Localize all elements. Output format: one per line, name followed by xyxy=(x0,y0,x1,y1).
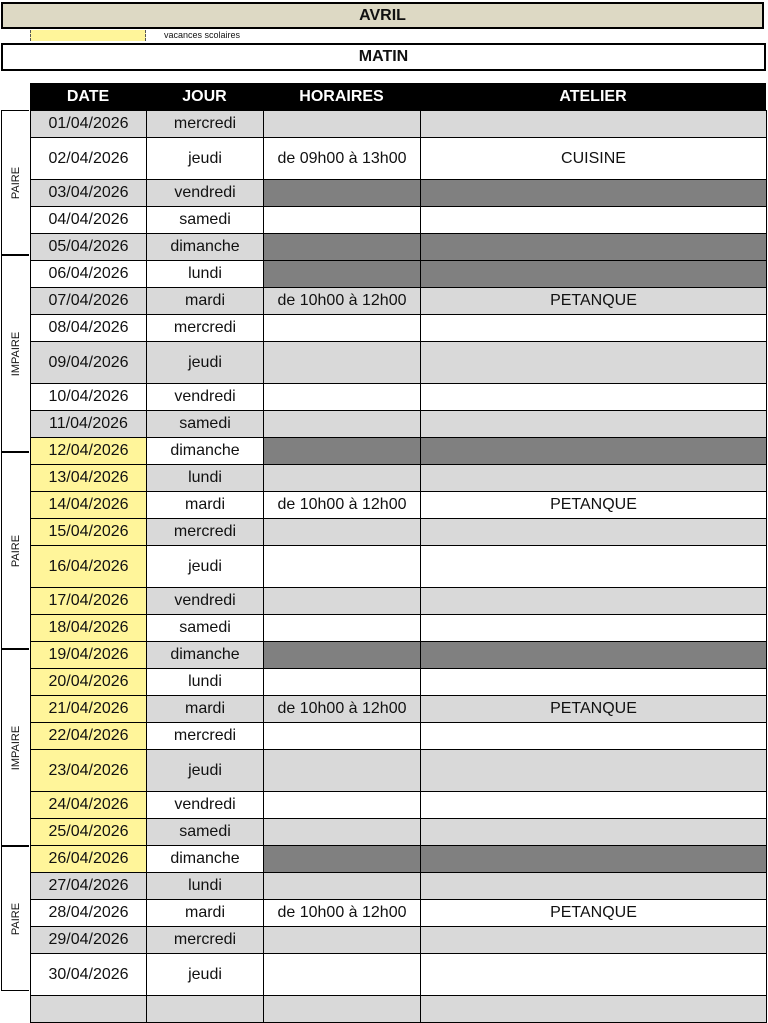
date-cell: 16/04/2026 xyxy=(31,546,147,588)
date-cell: 02/04/2026 xyxy=(31,138,147,180)
column-header-activity: ATELIER xyxy=(559,88,627,105)
day-cell: mardi xyxy=(147,696,264,723)
day-cell: lundi xyxy=(147,465,264,492)
activity-cell xyxy=(421,438,767,465)
date-cell: 09/04/2026 xyxy=(31,342,147,384)
activity-cell xyxy=(421,723,767,750)
schedule-row xyxy=(31,642,767,669)
hours-cell xyxy=(264,792,421,819)
date-cell: 13/04/2026 xyxy=(31,465,147,492)
hours-cell xyxy=(264,588,421,615)
day-cell: mercredi xyxy=(147,723,264,750)
date-cell: 22/04/2026 xyxy=(31,723,147,750)
day-cell: jeudi xyxy=(147,138,264,180)
activity-cell xyxy=(421,750,767,792)
schedule-row xyxy=(31,873,767,900)
hours-cell xyxy=(264,342,421,384)
date-cell: 28/04/2026 xyxy=(31,900,147,927)
hours-cell: de 10h00 à 12h00 xyxy=(264,900,421,927)
schedule-row xyxy=(31,111,767,138)
schedule-row xyxy=(31,927,767,954)
activity-cell xyxy=(421,669,767,696)
week-parity-label xyxy=(1,649,29,846)
day-cell: dimanche xyxy=(147,642,264,669)
date-cell: 30/04/2026 xyxy=(31,954,147,996)
school-holidays-legend-label: vacances scolaires xyxy=(164,30,241,40)
hours-cell xyxy=(264,411,421,438)
date-cell: 15/04/2026 xyxy=(31,519,147,546)
hours-cell xyxy=(264,261,421,288)
hours-cell xyxy=(264,954,421,996)
week-parity-text: PAIRE xyxy=(9,902,22,935)
day-cell: dimanche xyxy=(147,438,264,465)
week-parity-label xyxy=(1,255,29,452)
week-parity-label xyxy=(1,452,29,649)
activity-cell xyxy=(421,111,767,138)
date-cell: 17/04/2026 xyxy=(31,588,147,615)
hours-cell xyxy=(264,750,421,792)
day-cell: mercredi xyxy=(147,315,264,342)
activity-cell: PETANQUE xyxy=(421,492,767,519)
date-cell: 04/04/2026 xyxy=(31,207,147,234)
week-parity-text: IMPAIRE xyxy=(9,331,22,376)
column-header-row xyxy=(30,83,766,110)
date-cell: 25/04/2026 xyxy=(31,819,147,846)
schedule-row xyxy=(31,138,767,180)
date-cell: 27/04/2026 xyxy=(31,873,147,900)
hours-cell xyxy=(264,384,421,411)
activity-cell: CUISINE xyxy=(421,138,767,180)
activity-cell xyxy=(421,954,767,996)
week-parity-text: PAIRE xyxy=(9,166,22,199)
date-cell: 24/04/2026 xyxy=(31,792,147,819)
activity-cell xyxy=(421,546,767,588)
day-cell: vendredi xyxy=(147,588,264,615)
date-cell: 03/04/2026 xyxy=(31,180,147,207)
date-cell: 29/04/2026 xyxy=(31,927,147,954)
column-header-day: JOUR xyxy=(182,88,227,105)
hours-cell xyxy=(264,546,421,588)
hours-cell xyxy=(264,234,421,261)
activity-cell: PETANQUE xyxy=(421,288,767,315)
activity-cell xyxy=(421,465,767,492)
schedule-row xyxy=(31,546,767,588)
hours-cell xyxy=(264,111,421,138)
activity-cell xyxy=(421,180,767,207)
hours-cell xyxy=(264,723,421,750)
hours-cell xyxy=(264,927,421,954)
schedule-row xyxy=(31,234,767,261)
hours-cell: de 10h00 à 12h00 xyxy=(264,288,421,315)
hours-cell xyxy=(264,180,421,207)
activity-cell xyxy=(421,615,767,642)
week-parity-text: IMPAIRE xyxy=(9,725,22,770)
date-cell: 14/04/2026 xyxy=(31,492,147,519)
school-holidays-legend-swatch xyxy=(30,30,146,41)
activity-cell xyxy=(421,927,767,954)
month-title-text: AVRIL xyxy=(359,6,406,24)
activity-cell xyxy=(421,261,767,288)
day-cell: samedi xyxy=(147,411,264,438)
schedule-row xyxy=(31,846,767,873)
schedule-row xyxy=(31,615,767,642)
schedule-row xyxy=(31,519,767,546)
date-cell: 07/04/2026 xyxy=(31,288,147,315)
schedule-row xyxy=(31,261,767,288)
activity-cell xyxy=(421,846,767,873)
date-cell: 06/04/2026 xyxy=(31,261,147,288)
day-cell: mercredi xyxy=(147,111,264,138)
activity-cell xyxy=(421,519,767,546)
activity-cell xyxy=(421,207,767,234)
activity-cell xyxy=(421,234,767,261)
week-parity-text: PAIRE xyxy=(9,534,22,567)
hours-cell xyxy=(264,669,421,696)
schedule-row xyxy=(31,819,767,846)
column-header-hours: HORAIRES xyxy=(299,88,384,105)
period-title-text: MATIN xyxy=(358,48,409,65)
hours-cell xyxy=(264,873,421,900)
schedule-row xyxy=(31,315,767,342)
day-cell: jeudi xyxy=(147,342,264,384)
date-cell: 21/04/2026 xyxy=(31,696,147,723)
date-cell: 11/04/2026 xyxy=(31,411,147,438)
schedule-row xyxy=(31,465,767,492)
schedule-row xyxy=(31,588,767,615)
day-cell: lundi xyxy=(147,873,264,900)
day-cell: vendredi xyxy=(147,180,264,207)
date-cell: 10/04/2026 xyxy=(31,384,147,411)
day-cell: samedi xyxy=(147,819,264,846)
day-cell: mercredi xyxy=(147,519,264,546)
date-cell: 23/04/2026 xyxy=(31,750,147,792)
activity-cell xyxy=(421,588,767,615)
activity-cell xyxy=(421,819,767,846)
date-cell xyxy=(31,996,147,1023)
schedule-row xyxy=(31,750,767,792)
hours-cell: de 10h00 à 12h00 xyxy=(264,696,421,723)
activity-cell xyxy=(421,315,767,342)
column-header-date: DATE xyxy=(66,88,110,105)
schedule-row xyxy=(31,492,767,519)
hours-cell xyxy=(264,996,421,1023)
schedule-row xyxy=(31,207,767,234)
schedule-row xyxy=(31,342,767,384)
day-cell: jeudi xyxy=(147,546,264,588)
hours-cell xyxy=(264,315,421,342)
schedule-row xyxy=(31,954,767,996)
schedule-row xyxy=(31,288,767,315)
day-cell: mardi xyxy=(147,288,264,315)
schedule-row xyxy=(31,996,767,1023)
hours-cell xyxy=(264,846,421,873)
day-cell: dimanche xyxy=(147,234,264,261)
activity-cell: PETANQUE xyxy=(421,696,767,723)
date-cell: 08/04/2026 xyxy=(31,315,147,342)
hours-cell: de 09h00 à 13h00 xyxy=(264,138,421,180)
day-cell: mercredi xyxy=(147,927,264,954)
schedule-row xyxy=(31,723,767,750)
activity-cell xyxy=(421,384,767,411)
activity-cell xyxy=(421,342,767,384)
day-cell: samedi xyxy=(147,615,264,642)
date-cell: 05/04/2026 xyxy=(31,234,147,261)
period-title xyxy=(1,43,766,71)
day-cell: lundi xyxy=(147,669,264,696)
day-cell: jeudi xyxy=(147,750,264,792)
date-cell: 01/04/2026 xyxy=(31,111,147,138)
day-cell: mardi xyxy=(147,492,264,519)
day-cell: mardi xyxy=(147,900,264,927)
day-cell: lundi xyxy=(147,261,264,288)
date-cell: 26/04/2026 xyxy=(31,846,147,873)
hours-cell xyxy=(264,615,421,642)
hours-cell: de 10h00 à 12h00 xyxy=(264,492,421,519)
schedule-row xyxy=(31,384,767,411)
day-cell: samedi xyxy=(147,207,264,234)
schedule-row xyxy=(31,438,767,465)
schedule-row xyxy=(31,669,767,696)
hours-cell xyxy=(264,642,421,669)
activity-cell xyxy=(421,996,767,1023)
hours-cell xyxy=(264,465,421,492)
week-parity-label xyxy=(1,846,29,991)
hours-cell xyxy=(264,819,421,846)
schedule-row xyxy=(31,792,767,819)
hours-cell xyxy=(264,438,421,465)
activity-cell xyxy=(421,792,767,819)
activity-cell xyxy=(421,411,767,438)
activity-cell xyxy=(421,873,767,900)
day-cell xyxy=(147,996,264,1023)
date-cell: 12/04/2026 xyxy=(31,438,147,465)
day-cell: jeudi xyxy=(147,954,264,996)
schedule-row xyxy=(31,411,767,438)
day-cell: vendredi xyxy=(147,792,264,819)
hours-cell xyxy=(264,207,421,234)
date-cell: 19/04/2026 xyxy=(31,642,147,669)
week-parity-label xyxy=(1,110,29,255)
hours-cell xyxy=(264,519,421,546)
activity-cell xyxy=(421,642,767,669)
schedule-row xyxy=(31,900,767,927)
activity-cell: PETANQUE xyxy=(421,900,767,927)
month-title xyxy=(1,2,764,29)
schedule-table xyxy=(30,110,767,1023)
date-cell: 18/04/2026 xyxy=(31,615,147,642)
schedule-row xyxy=(31,180,767,207)
schedule-row xyxy=(31,696,767,723)
date-cell: 20/04/2026 xyxy=(31,669,147,696)
day-cell: vendredi xyxy=(147,384,264,411)
day-cell: dimanche xyxy=(147,846,264,873)
